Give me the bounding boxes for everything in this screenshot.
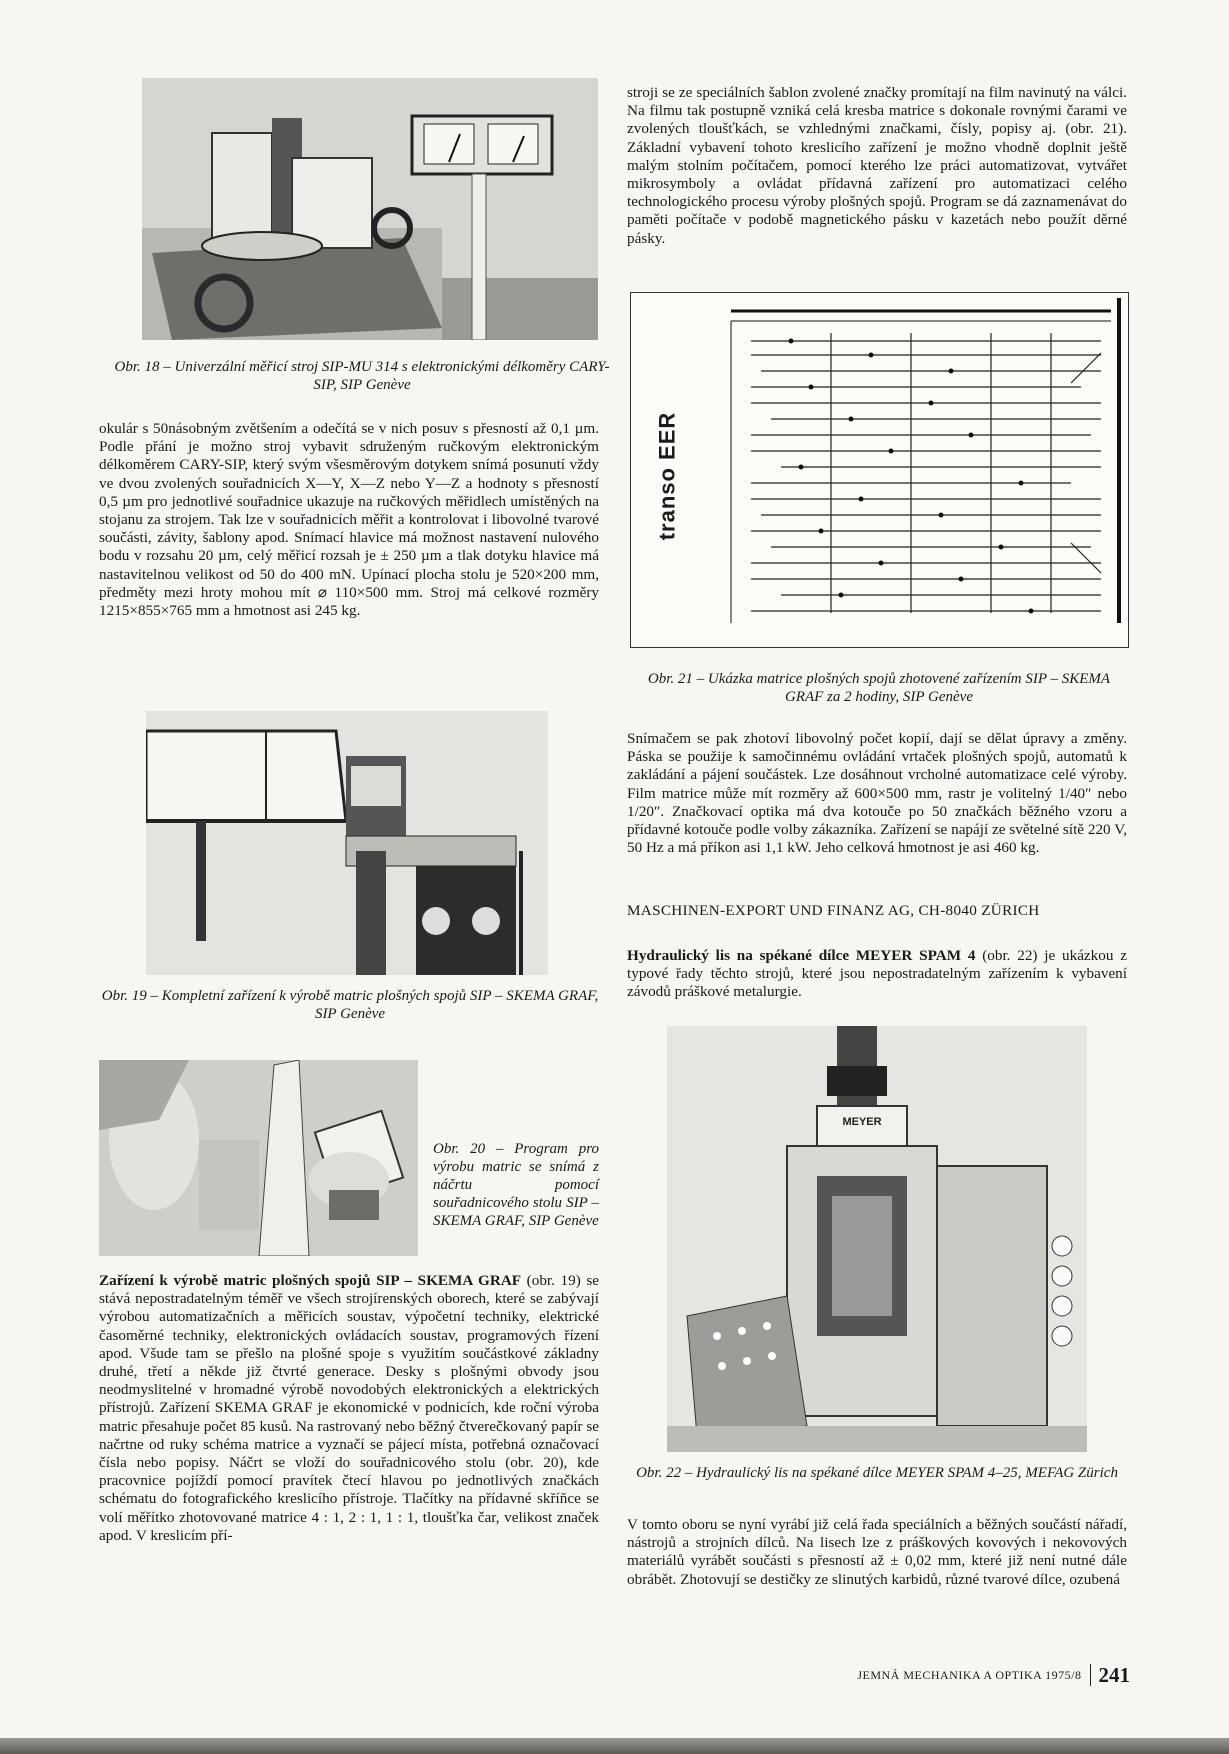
fig20-caption: Obr. 20 – Program pro výrobu matric se snímá z náčrtu pomocí souřadnicového stolu SIP – SKEMA GRAF, SIP Genève	[433, 1141, 599, 1229]
fig18-caption: Obr. 18 – Univerzální měřicí stroj SIP-MU 314 s elektronickými délkoměry CARY-SIP, SIP Genève	[114, 359, 610, 393]
fig22-photo	[667, 1026, 1087, 1452]
fig18-photo	[142, 78, 598, 340]
meyer-paragraph	[627, 947, 1127, 1002]
fig20-photo	[99, 1060, 418, 1256]
meyer-paragraph-bold: Hydraulický lis na spékané dílce MEYER SPAM 4	[627, 947, 976, 964]
fig19-photo	[146, 711, 548, 975]
meyer-paragraph-rest: (obr. 22) je ukázkou z typové řady těchto strojů, které jsou nepostradatelným zařízením k vybavení závodů práškové metalurgie.	[627, 947, 1127, 1001]
fig21-pcb-matrix	[630, 292, 1129, 648]
fig21-caption: Obr. 21 – Ukázka matrice plošných spojů zhotovené zařízením SIP – SKEMA GRAF za 2 hodiny, SIP Genève	[647, 671, 1111, 705]
page-footer	[800, 1660, 1130, 1690]
fig22-caption: Obr. 22 – Hydraulický lis na spékané dílce MEYER SPAM 4–25, MEFAG Zürich	[636, 1465, 1118, 1481]
fig21-brand-label: transo EER	[654, 411, 680, 541]
skema-graf-paragraph	[99, 1272, 599, 1545]
company-heading: MASCHINEN-EXPORT UND FINANZ AG, CH-8040 ZÜRICH	[627, 902, 1040, 919]
right-column-intro-text: stroji se ze speciálních šablon zvolené značky promítají na film navinutý na válci. Na filmu tak postupně vzniká celá kresba matrice s dokonale rovnými čarami ve zvolených tloušťkách, se vzhlednými značkami, čísly, popisy aj. (obr. 21). Základní vybavení tohoto kreslicího zařízení je možno vhodně doplnit ještě malým stolním počítačem, pomocí kterého lze práci automatizovat, vytvářet mikrosymboly a ovládat přídavná zařízení pro automatizaci celého technologického procesu výroby plošných spojů. Program se dá zaznamenávat do paměti počítače v podobě magnetického pásku v kazetách nebo použít děrné pásky.	[627, 84, 1127, 247]
page-number: 241	[1098, 1662, 1130, 1687]
right-column-paragraph-2: Snímačem se pak zhotoví libovolný počet kopií, dají se dělat úpravy a změny. Páska se použije k samočinnému ovládání vrtaček plošných spojů, automatů k zakládání a pájení součástek. Lze dosáhnout vrcholné automatizace celé výroby. Film matrice může mít rozměry až 600×500 mm, rastr je volitelný 1/40″ nebo 1/20″. Značkovací optika má dva kotouče po 50 značkách běžného vzoru a přídavné kotouče podle volby zákazníka. Zařízení se napájí ze světelné sítě 220 V, 50 Hz a má příkon asi 1,1 kW. Jeho celková hmotnost je asi 460 kg.	[627, 730, 1127, 857]
footer-journal-title: JEMNÁ MECHANIKA A OPTIKA 1975/8	[857, 1667, 1082, 1682]
right-column-bottom-paragraph: V tomto oboru se nyní vyrábí již celá řada speciálních a běžných součástí nářadí, nástrojů a strojních dílců. Na lisech lze z práškových kovových i nekovových materiálů vyrábět součásti s přesností až ± 0,02 mm, které již není nutné dále obrábět. Zhotovují se destičky ze slinutých karbidů, různé tvarové dílce, ozubená	[627, 1516, 1127, 1588]
left-column-paragraph-1: okulár s 50násobným zvětšením a odečítá se v nich posuv s přesností až 0,1 µm. Podle přání je možno stroj vybavit sdruženým ručkovým elektronickým délkoměrem CARY-SIP, který svým všesměrovým dotykem snímá posunutí vždy ve dvou zvolených souřadnicích X—Y, X—Z nebo Y—Z a hodnoty s přesností 0,5 µm pro jednotlivé souřadnice ukazuje na ručkových měřidlech umístěných na stojanu za strojem. Tak lze v souřadnicích měřit a kontrolovat i libovolné tvarové součásti, závity, šablony apod. Snímací hlavice má možnost nastavení nulového bodu v rozsahu 20 µm, celý měřicí rozsah je ± 250 µm a tlak dotyku hlavice má nastavitelnou velikost od 50 do 400 mN. Upínací plocha stolu je 520×200 mm, předměty mezi hroty mohou mít ⌀ 110×500 mm. Stroj má celkové rozměry 1215×855×765 mm a hmotnost asi 245 kg.	[99, 420, 599, 620]
footer-divider	[1090, 1664, 1091, 1686]
skema-graf-bold: Zařízení k výrobě matric plošných spojů SIP – SKEMA GRAF	[99, 1272, 522, 1289]
skema-graf-rest: (obr. 19) se stává nepostradatelným téměř ve všech strojírenských oborech, které se zabývají výrobou automatizačních a měřicích soustav, výpočetní techniky, elektrické časoměrné techniky, elektronických ovládacích soustav, programových řízení apod. Všude tam se přešlo na plošné spoje s využitím součástkové základny druhé, třetí a někde již čtvrté generace. Desky s plošnými obvody jsou neodmyslitelné v hromadné výrobě novodobých elektronických a elektrických přístrojů. Zařízení SKEMA GRAF je ekonomické v podnicích, kde roční výroba matric přesahuje počet 85 kusů. Na rastrovaný nebo běžný čtverečkovaný papír se načrtne od ruky schéma matrice a vyznačí se pájecí místa, potřebná označovací čísla nebo popisy. Náčrt se vloží do souřadnicového stolu (obr. 20), kde pracovnice pojíždí pomocí pravítek čtecí hlavou po jednotlivých značkách schématu do fotografického kreslicího přístroje. Tlačítky na přídavné skříňce se volí měřítko zhotovované matrice 4 : 1, 2 : 1, 1 : 1, tloušťka čar, velikost značek apod. V kreslicím pří-	[99, 1272, 599, 1544]
page-bottom-edge	[0, 1738, 1229, 1754]
fig19-caption: Obr. 19 – Kompletní zařízení k výrobě matric plošných spojů SIP – SKEMA GRAF, SIP Genève	[101, 988, 599, 1022]
fig22-meyer-label: MEYER	[842, 1116, 882, 1128]
